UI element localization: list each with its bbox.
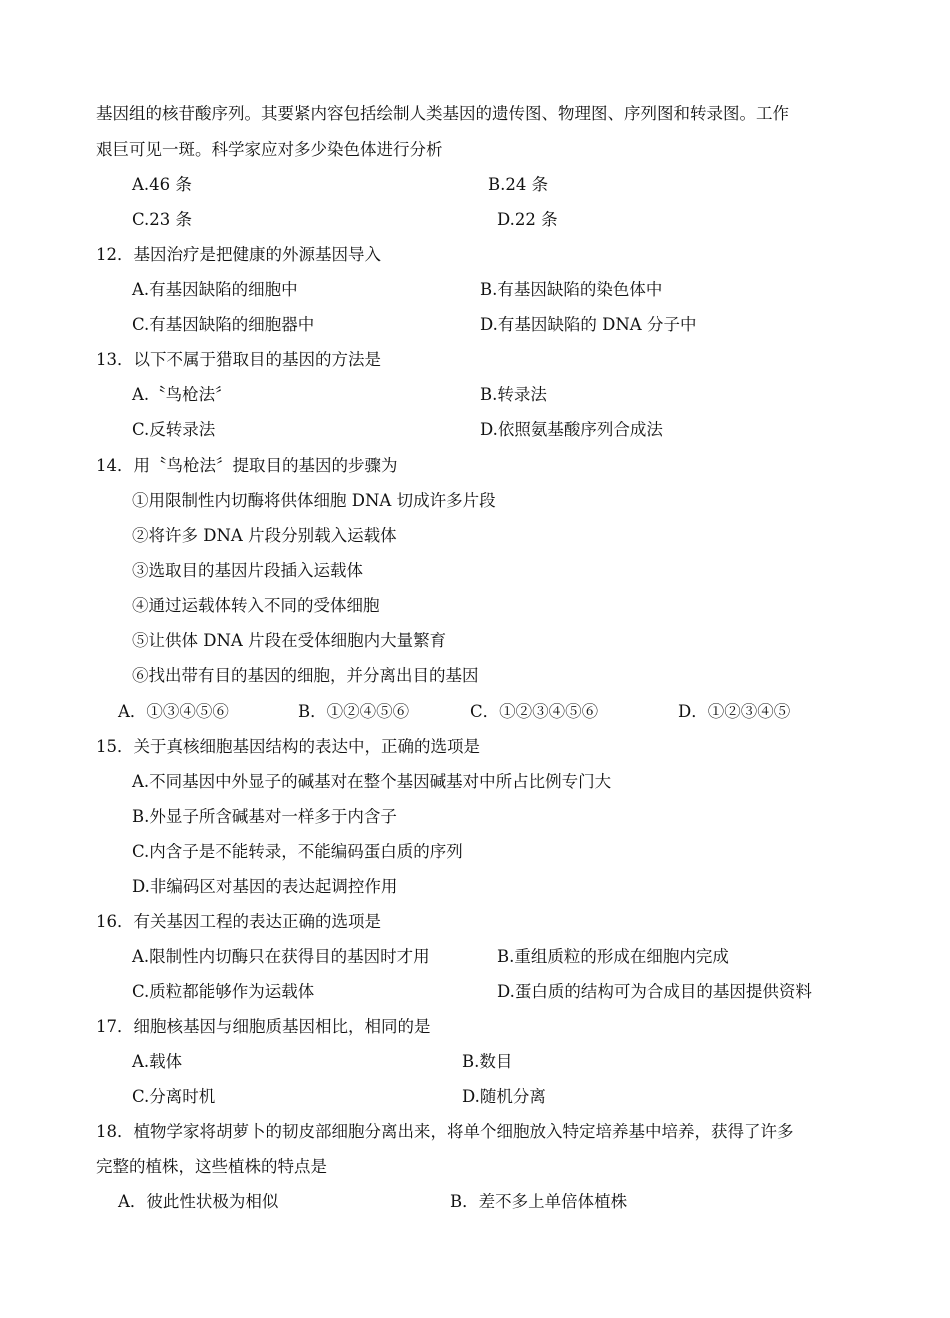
q12-option-d: D.有基因缺陷的 DNA 分子中 xyxy=(480,315,697,334)
q14-option-d: D．①②③④⑤ xyxy=(678,702,791,721)
q13-option-d: D.依照氨基酸序列合成法 xyxy=(480,420,663,439)
q14-step-6: ⑥找出带有目的基因的细胞，并分离出目的基因 xyxy=(132,666,479,685)
question-12-stem: 12．基因治疗是把健康的外源基因导入 xyxy=(96,245,381,264)
q14-step-3: ③选取目的基因片段插入运载体 xyxy=(132,561,363,580)
q15-option-b: B.外显子所含碱基对一样多于内含子 xyxy=(132,807,397,826)
question-15-stem: 15．关于真核细胞基因结构的表达中，正确的选项是 xyxy=(96,737,480,756)
option-c: C.23 条 xyxy=(132,210,193,229)
question-18-stem-line-2: 完整的植株，这些植株的特点是 xyxy=(96,1157,327,1176)
intro-text-line-1: 基因组的核苷酸序列。其要紧内容包括绘制人类基因的遗传图、物理图、序列图和转录图。工作 xyxy=(96,104,789,123)
q14-option-a: A．①③④⑤⑥ xyxy=(118,702,229,721)
q13-option-a: A.〝鸟枪法〞 xyxy=(132,385,232,404)
q17-option-c: C.分离时机 xyxy=(132,1087,216,1106)
option-b: B.24 条 xyxy=(488,175,549,194)
question-16-stem: 16．有关基因工程的表达正确的选项是 xyxy=(96,912,381,931)
q14-step-2: ②将许多 DNA 片段分别载入运载体 xyxy=(132,526,397,545)
q14-option-c: C．①②③④⑤⑥ xyxy=(470,702,599,721)
q14-option-b: B．①②④⑤⑥ xyxy=(298,702,410,721)
q14-step-1: ①用限制性内切酶将供体细胞 DNA 切成许多片段 xyxy=(132,491,496,510)
q13-option-b: B.转录法 xyxy=(480,385,547,404)
q16-option-b: B.重组质粒的形成在细胞内完成 xyxy=(497,947,729,966)
q12-option-b: B.有基因缺陷的染色体中 xyxy=(480,280,663,299)
q15-option-d: D.非编码区对基因的表达起调控作用 xyxy=(132,877,398,896)
q18-option-a: A．彼此性状极为相似 xyxy=(118,1192,279,1211)
q17-option-d: D.随机分离 xyxy=(462,1087,546,1106)
q14-step-4: ④通过运载体转入不同的受体细胞 xyxy=(132,596,380,615)
intro-text-line-2: 艰巨可见一斑。科学家应对多少染色体进行分析 xyxy=(96,140,443,159)
q16-option-a: A.限制性内切酶只在获得目的基因时才用 xyxy=(132,947,430,966)
option-a: A.46 条 xyxy=(132,175,192,194)
q17-option-b: B.数目 xyxy=(462,1052,513,1071)
option-d: D.22 条 xyxy=(497,210,558,229)
q15-option-c: C.内含子是不能转录，不能编码蛋白质的序列 xyxy=(132,842,463,861)
question-17-stem: 17．细胞核基因与细胞质基因相比，相同的是 xyxy=(96,1017,431,1036)
question-13-stem: 13．以下不属于猎取目的基因的方法是 xyxy=(96,350,381,369)
q16-option-c: C.质粒都能够作为运载体 xyxy=(132,982,315,1001)
q14-step-5: ⑤让供体 DNA 片段在受体细胞内大量繁育 xyxy=(132,631,447,650)
q12-option-a: A.有基因缺陷的细胞中 xyxy=(132,280,298,299)
question-18-stem-line-1: 18．植物学家将胡萝卜的韧皮部细胞分离出来，将单个细胞放入特定培养基中培养，获得了许多 xyxy=(96,1122,794,1141)
q15-option-a: A.不同基因中外显子的碱基对在整个基因碱基对中所占比例专门大 xyxy=(132,772,612,791)
q16-option-d: D.蛋白质的结构可为合成目的基因提供资料 xyxy=(497,982,812,1001)
q17-option-a: A.载体 xyxy=(132,1052,183,1071)
q18-option-b: B．差不多上单倍体植株 xyxy=(450,1192,628,1211)
q13-option-c: C.反转录法 xyxy=(132,420,216,439)
question-14-stem: 14．用〝鸟枪法〞提取目的基因的步骤为 xyxy=(96,456,398,475)
q12-option-c: C.有基因缺陷的细胞器中 xyxy=(132,315,315,334)
